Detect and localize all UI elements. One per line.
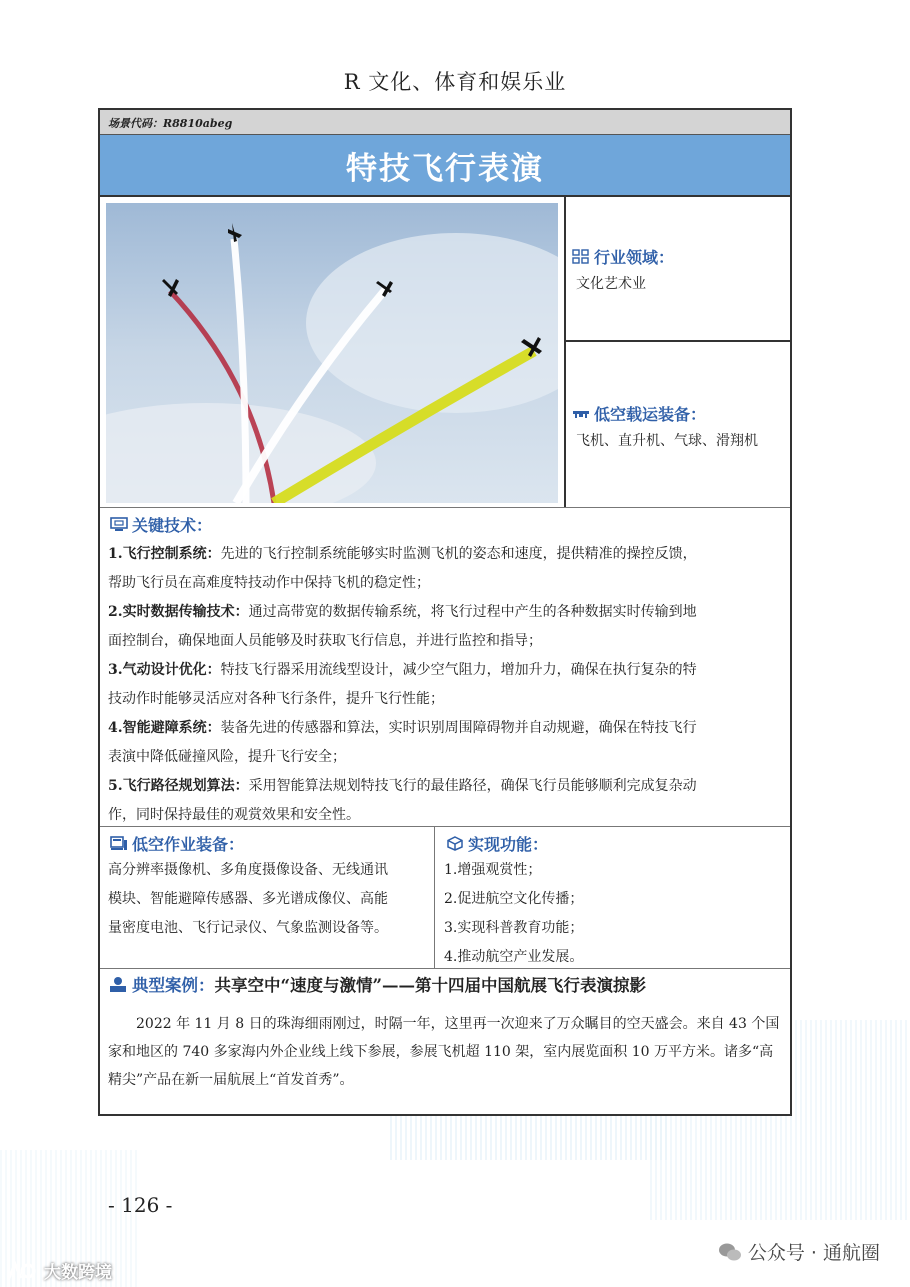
brand-logo-icon — [6, 1261, 40, 1281]
industry-value: 文化艺术业 — [576, 276, 646, 292]
tech-item-text: 装备先进的传感器和算法，实时识别周围障碍物并自动规避，确保在特技飞行 — [220, 720, 697, 736]
drone-icon — [572, 406, 590, 421]
function-item: 1.增强观赏性； — [444, 862, 542, 878]
function-item: 4.推动航空产业发展。 — [444, 949, 584, 965]
functions-list — [444, 856, 583, 972]
carrier-heading — [572, 402, 706, 425]
tech-item-name: 1.飞行控制系统： — [108, 546, 221, 562]
carrier-label: 低空载运装备： — [594, 405, 707, 424]
tech-item — [108, 772, 788, 830]
wechat-icon — [718, 1242, 742, 1262]
carrier-value: 飞机、直升机、气球、滑翔机 — [576, 433, 758, 449]
tech-item-text: 表演中降低碰撞风险，提升飞行安全； — [108, 749, 346, 765]
monitor-icon — [110, 517, 128, 532]
case-heading — [108, 972, 646, 996]
work-equipment-label: 低空作业装备： — [132, 835, 245, 854]
device-icon — [110, 836, 128, 851]
cube-icon — [446, 836, 464, 851]
background-pattern — [390, 1110, 670, 1160]
scene-card — [98, 108, 792, 1116]
case-label: 典型案例： — [132, 976, 215, 995]
industry-heading — [572, 245, 674, 268]
tech-item-text: 面控制台，确保地面人员能够及时获取飞行信息，并进行监控和指导； — [108, 633, 542, 649]
case-text: 2022 年 11 月 8 日的珠海细雨刚过，时隔一年，这里再一次迎来了万众瞩目的空天盛会。来自 43 个国家和地区的 740 多家海内外企业线上线下参展，参展飞机超 110 架，室内展览面积 10 万平方米。诸多“高精尖”产品在新一届航展上“首发首秀”。 — [108, 1016, 780, 1088]
scene-code: 场景代码：R8810abeg — [108, 117, 233, 130]
tech-item-text: 帮助飞行员在高难度特技动作中保持飞机的稳定性； — [108, 575, 430, 591]
grid-icon — [572, 249, 590, 264]
work-equipment-line: 模块、智能避障传感器、多光谱成像仪、高能 — [108, 891, 388, 907]
key-tech-heading — [110, 513, 212, 536]
title-bar — [100, 135, 790, 197]
scene-code-bar — [100, 110, 790, 135]
tech-item-name: 3.气动设计优化： — [108, 662, 221, 678]
aerobatic-jets-image — [106, 203, 558, 503]
key-tech-label: 关键技术： — [132, 516, 213, 535]
work-equipment-heading — [110, 832, 244, 855]
functions-label: 实现功能： — [468, 835, 549, 854]
tech-item — [108, 540, 788, 598]
watermark-left — [6, 1258, 112, 1283]
tech-item-name: 4.智能避障系统： — [108, 720, 221, 736]
tech-item — [108, 598, 788, 656]
tech-item-text: 技动作时能够灵活应对各种飞行条件，提升飞行性能； — [108, 691, 444, 707]
tech-item-text: 作，同时保持最佳的观赏效果和安全性。 — [108, 807, 360, 823]
watermark-right — [718, 1238, 880, 1265]
watermark-right-text: 公众号 · 通航圈 — [747, 1242, 880, 1264]
function-item: 3.实现科普教育功能； — [444, 920, 584, 936]
tech-item — [108, 656, 788, 714]
watermark-left-text: 大数跨境 — [44, 1263, 112, 1283]
tech-item-name: 5.飞行路径规划算法： — [108, 778, 249, 794]
tech-item — [108, 714, 788, 772]
work-equipment-line: 高分辨率摄像机、多角度摄像设备、无线通讯 — [108, 862, 388, 878]
reader-icon — [108, 976, 128, 993]
tech-item-text: 通过高带宽的数据传输系统，将飞行过程中产生的各种数据实时传输到地 — [248, 604, 697, 620]
work-equipment-text — [108, 856, 388, 943]
industry-label: 行业领域： — [594, 248, 675, 267]
chapter-title: R 文化、体育和娱乐业 — [343, 70, 567, 94]
tech-item-name: 2.实时数据传输技术： — [108, 604, 249, 620]
page-title: 特技飞行表演 — [346, 150, 544, 187]
functions-heading — [446, 832, 548, 855]
tech-item-text: 特技飞行器采用流线型设计，减少空气阻力，增加升力，确保在执行复杂的特 — [220, 662, 697, 678]
case-title: 共享空中“速度与激情”——第十四届中国航展飞行表演掠影 — [214, 976, 646, 995]
work-equipment-line: 量密度电池、飞行记录仪、气象监测设备等。 — [108, 920, 388, 936]
key-tech-list — [108, 540, 788, 830]
aerobatic-photo — [106, 203, 558, 503]
function-item: 2.促进航空文化传播； — [444, 891, 584, 907]
tech-item-text: 采用智能算法规划特技飞行的最佳路径，确保飞行员能够顺利完成复杂动 — [248, 778, 697, 794]
tech-item-text: 先进的飞行控制系统能够实时监测飞机的姿态和速度，提供精准的操控反馈， — [220, 546, 697, 562]
page-number: - 126 - — [108, 1193, 173, 1217]
